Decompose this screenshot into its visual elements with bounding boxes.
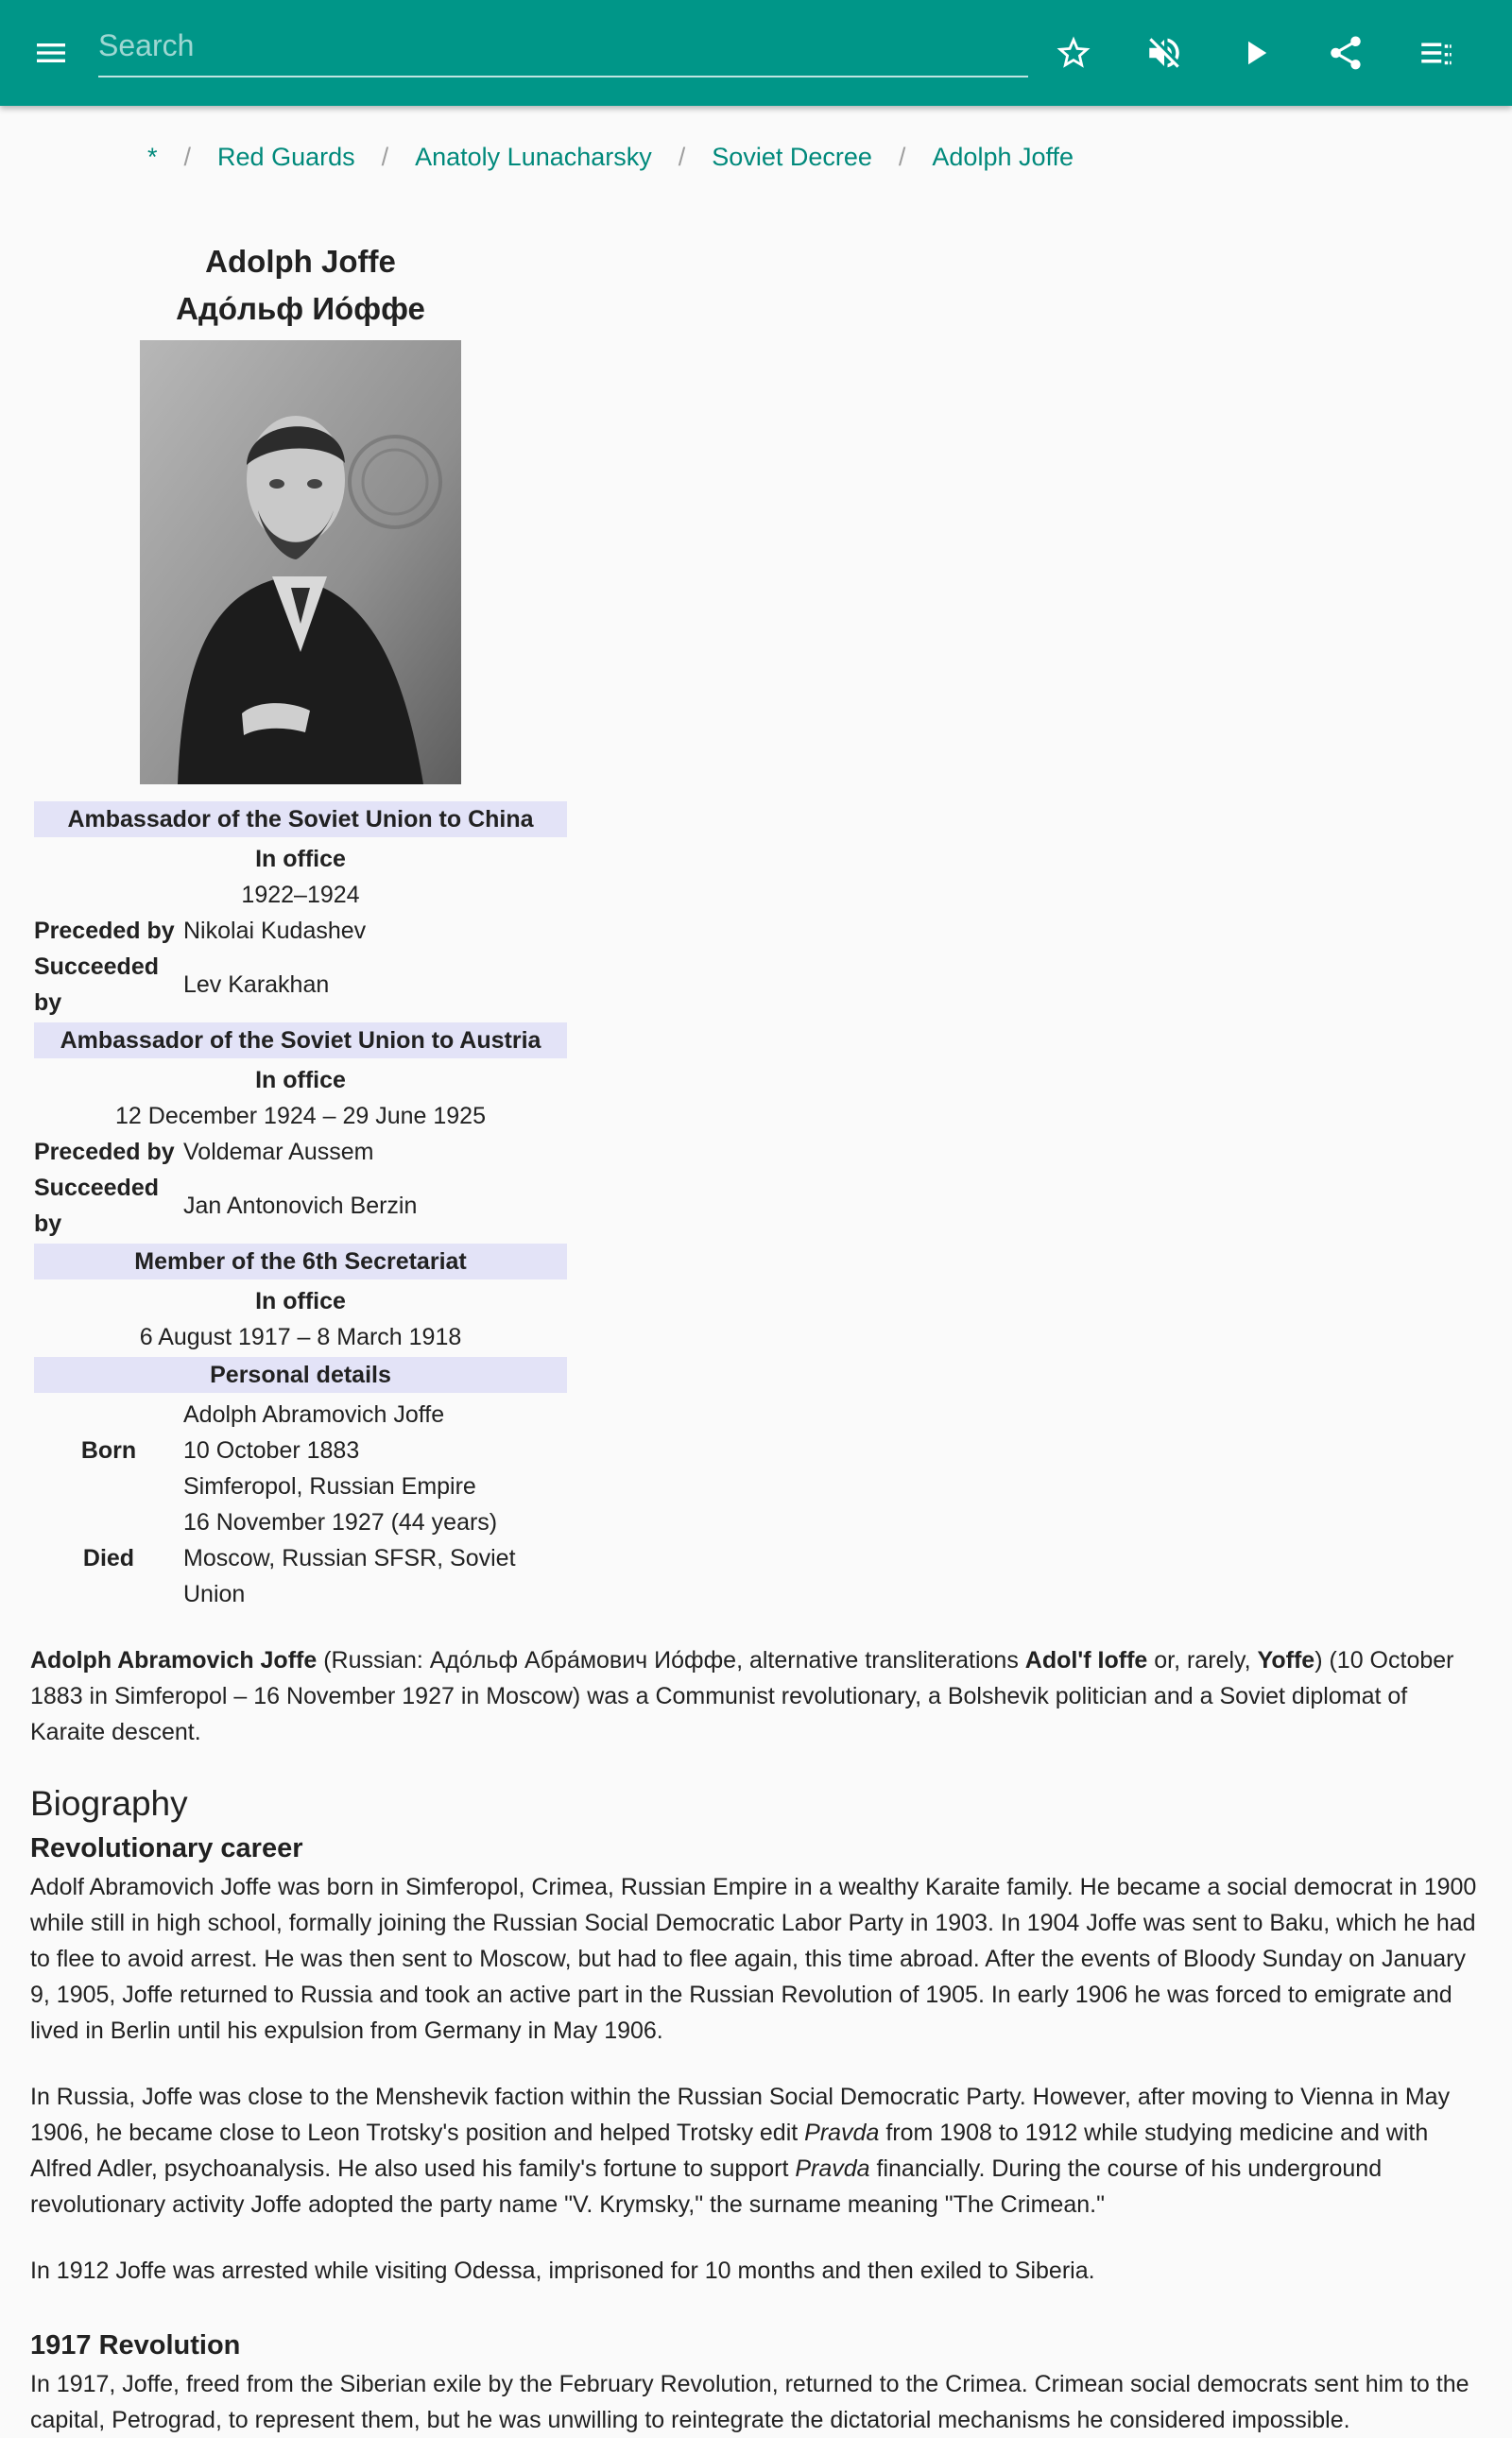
born-row (34, 1397, 567, 1504)
infobox-section-header: Ambassador of the Soviet Union to China (34, 801, 567, 837)
breadcrumb-separator: / (898, 142, 906, 171)
died-label: Died (82, 1545, 135, 1571)
preceded-by-link[interactable]: Voldemar Aussem (183, 1139, 374, 1165)
preceded-by-row (34, 913, 567, 949)
breadcrumb-separator: / (183, 142, 192, 171)
breadcrumb-separator: / (381, 142, 389, 171)
birth-name: Adolph Abramovich Joffe (183, 1401, 445, 1428)
succeeded-by-label: Succeeded by (34, 953, 160, 1016)
breadcrumb-item-red-guards[interactable]: Red Guards (217, 142, 355, 171)
paragraph: Adolf Abramovich Joffe was born in Simferopol, Crimea, Russian Empire in a wealthy Karaite family. He became a social democrat in 1900 while still in high school, formally joining the Russian Social Democratic Labor Party in 1903. In 1904 Joffe was sent to Baku, which he had to flee to avoid arrest. He was then sent to Moscow, but had to flee again, this time abroad. After the events of Bloody Sunday on January 9, 1905, Joffe returned to Russia and took an active part in the Russian Revolution of 1905. In early 1906 he was forced to emigrate and lived in Berlin until his expulsion from Germany in May 1906. (30, 1874, 1477, 2044)
mute-button[interactable] (1138, 26, 1191, 79)
playlist-icon (1417, 33, 1456, 73)
in-office-label: In office (255, 1067, 346, 1093)
breadcrumb (147, 138, 1074, 176)
in-office-label: In office (255, 846, 346, 872)
section-heading-biography: Biography (30, 1784, 188, 1823)
share-button[interactable] (1319, 26, 1372, 79)
search-bar (98, 19, 1028, 77)
menu-icon (32, 34, 70, 72)
breadcrumb-item-adolph-joffe[interactable]: Adolph Joffe (932, 142, 1074, 171)
infobox-name: Adolph Joffe (205, 244, 396, 279)
death-place[interactable]: Moscow, Russian SFSR, Soviet Union (183, 1545, 516, 1607)
intro-text: ) (10 October 1883 in Simferopol – 16 November 1927 in Moscow) was a Communist revolutionary, a Bolshevik politician and a Soviet diplomat of Karaite descent. (30, 1647, 1454, 1745)
preceded-by-label: Preceded by (34, 1139, 175, 1165)
in-office-label: In office (255, 1288, 346, 1314)
succeeded-by-row (34, 949, 567, 1021)
breadcrumb-item-soviet-decree[interactable]: Soviet Decree (712, 142, 872, 171)
term-dates: 12 December 1924 – 29 June 1925 (115, 1103, 486, 1129)
pravda-title: Pravda (804, 2120, 880, 2146)
intro-paragraph (30, 1642, 1486, 1750)
death-date: 16 November 1927 (44 years) (183, 1509, 498, 1536)
subsection-heading-revolutionary-career: Revolutionary career (30, 1833, 303, 1863)
paragraph: In 1912 Joffe was arrested while visiting Odessa, imprisoned for 10 months and then exiled to Siberia. (30, 2258, 1095, 2284)
infobox (34, 238, 567, 1612)
birth-date: 10 October 1883 (183, 1437, 360, 1464)
birth-place[interactable]: Simferopol, Russian Empire (183, 1473, 476, 1500)
paragraph-text: In Russia, Joffe was close to the Menshevik faction within the Russian Social Democratic Party. However, after moving to Vienna in May 1906, he became close to Leon Trotsky's position and helped Trotsky edit (30, 2084, 1451, 2146)
menu-button[interactable] (25, 28, 77, 77)
subject-name: Adolph Abramovich Joffe (30, 1647, 318, 1674)
play-button[interactable] (1228, 26, 1281, 79)
article-body (30, 1642, 1486, 2438)
preceded-by-row (34, 1134, 567, 1170)
succeeded-by-link[interactable]: Jan Antonovich Berzin (183, 1193, 418, 1219)
paragraph-text: from 1908 to 1912 while studying medicine and with Alfred Adler, psychoanalysis. He also used his family's fortune to support (30, 2120, 1429, 2182)
breadcrumb-item-anatoly-lunacharsky[interactable]: Anatoly Lunacharsky (415, 142, 652, 171)
subsection-heading-1917-revolution: 1917 Revolution (30, 2330, 241, 2361)
paragraph-text: financially. During the course of his underground revolutionary activity Joffe adopted the party name "V. Krymsky," the surname meaning "The Crimean." (30, 2155, 1383, 2218)
infobox-section-header: Member of the 6th Secretariat (34, 1244, 567, 1279)
infobox-section-header: Personal details (34, 1357, 567, 1393)
term-dates: 6 August 1917 – 8 March 1918 (139, 1324, 462, 1350)
share-icon (1326, 33, 1366, 73)
preceded-by-label: Preceded by (34, 918, 175, 944)
succeeded-by-label: Succeeded by (34, 1175, 160, 1237)
intro-text: (Russian: Адо́льф Абра́мович Ио́ффе, alternative transliterations (317, 1647, 1025, 1674)
preceded-by-link[interactable]: Nikolai Kudashev (183, 918, 367, 944)
alt-transliteration: Yoffe (1257, 1647, 1315, 1674)
volume-off-icon (1144, 33, 1184, 73)
portrait-photo[interactable] (140, 340, 461, 784)
bookmark-button[interactable] (1047, 26, 1100, 79)
alt-transliteration: Adol'f Ioffe (1024, 1647, 1148, 1674)
term-dates: 1922–1924 (241, 882, 360, 908)
breadcrumb-item-home[interactable]: * (147, 142, 158, 171)
died-row (34, 1504, 567, 1612)
contents-button[interactable] (1410, 26, 1463, 79)
app-toolbar (0, 0, 1512, 106)
intro-text: or, rarely, (1147, 1647, 1258, 1674)
search-input[interactable] (98, 19, 1028, 72)
infobox-native-name: Адо́льф Ио́ффе (176, 291, 425, 326)
breadcrumb-separator: / (678, 142, 686, 171)
born-label: Born (80, 1437, 137, 1464)
play-icon (1235, 33, 1275, 73)
succeeded-by-link[interactable]: Lev Karakhan (183, 971, 330, 998)
star-icon (1054, 33, 1093, 73)
infobox-section-header: Ambassador of the Soviet Union to Austria (34, 1022, 567, 1058)
succeeded-by-row (34, 1170, 567, 1242)
paragraph: In 1917, Joffe, freed from the Siberian exile by the February Revolution, returned to the Crimea. Crimean social democrats sent him to the capital, Petrograd, to represent them, but he was unwilling to reintegrate the dictatorial mechanisms he considered impossible. (30, 2371, 1469, 2433)
paragraph (30, 2079, 1486, 2223)
pravda-title: Pravda (795, 2155, 870, 2182)
